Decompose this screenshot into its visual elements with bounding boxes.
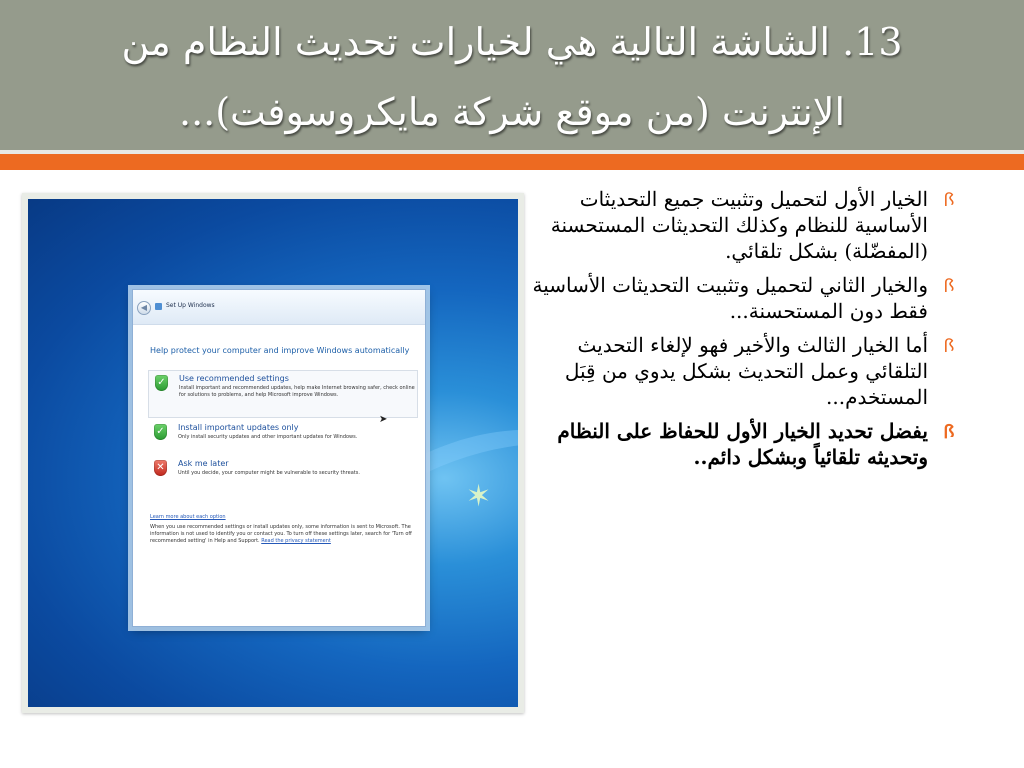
bullet-text: والخيار الثاني لتحميل وتثبيت التحديثات الأساسية فقط دون المستحسنة... — [532, 273, 928, 323]
privacy-info-text — [150, 524, 412, 545]
bullet-item-4 — [528, 418, 955, 470]
bullet-text: يفضل تحديد الخيار الأول للحفاظ على النظام وتحديثه تلقائياً وبشكل دائم.. — [557, 419, 928, 469]
screenshot-frame — [22, 193, 524, 713]
slide-title-line-2: الإنترنت (من موقع شركة مايكروسوفت)... — [178, 90, 846, 134]
option-recommended-settings[interactable] — [148, 370, 418, 418]
dialog-heading: Help protect your computer and improve Windows automatically — [150, 346, 410, 355]
setup-windows-dialog — [132, 289, 426, 627]
option-title: Use recommended settings — [179, 374, 289, 383]
bullet-item-3 — [528, 332, 955, 410]
option-ask-me-later[interactable] — [148, 456, 416, 488]
privacy-info-body: When you use recommended settings or install updates only, some information is sent to Microsoft. The information is not used to identify you or contact you. To turn off these settings later, search for 'Turn off recommended setting' in Help and Support. — [150, 524, 412, 544]
bullet-text: أما الخيار الثالث والأخير فهو لإلغاء التحديث التلقائي وعمل التحديث بشكل يدوي من قِبَل المستخدم... — [564, 333, 928, 409]
bullet-symbol-icon: ꟗ — [943, 276, 955, 297]
bullet-symbol-icon: ꟗ — [943, 336, 955, 357]
red-shield-x-icon: ✕ — [154, 460, 167, 476]
windows-desktop — [28, 199, 518, 707]
mouse-cursor-icon: ➤ — [379, 414, 388, 425]
wallpaper-bird-icon: ✶ — [466, 479, 492, 514]
privacy-statement-link[interactable]: Read the privacy statement — [261, 538, 331, 544]
title-band — [0, 0, 1024, 150]
bullet-item-1 — [528, 186, 955, 264]
dialog-title-bar — [133, 290, 425, 325]
learn-more-link[interactable]: Learn more about each option — [150, 514, 226, 520]
slide-title-line-1: 13. الشاشة التالية هي لخيارات تحديث النظام من — [121, 20, 903, 64]
bullet-symbol-icon: ꟗ — [943, 422, 955, 443]
divider-orange — [0, 154, 1024, 170]
bullet-item-2 — [528, 272, 955, 324]
option-description: Only install security updates and other important updates for Windows. — [178, 434, 358, 440]
bullet-symbol-icon: ꟗ — [943, 190, 955, 211]
option-important-updates-only[interactable] — [148, 420, 416, 452]
green-shield-check-icon: ✓ — [154, 424, 167, 440]
back-arrow-icon[interactable]: ◀ — [137, 301, 151, 315]
bullet-text: الخيار الأول لتحميل وتثبيت جميع التحديثات الأساسية للنظام وكذلك التحديثات المستحسنة (المفضّلة) بشكل تلقائي. — [550, 187, 928, 263]
dialog-title: Set Up Windows — [166, 302, 215, 309]
option-title: Install important updates only — [178, 423, 299, 432]
option-title: Ask me later — [178, 459, 229, 468]
setup-icon — [155, 303, 162, 310]
bullet-list — [528, 186, 955, 478]
option-description: Until you decide, your computer might be vulnerable to security threats. — [178, 470, 360, 476]
green-shield-check-icon: ✓ — [155, 375, 168, 391]
option-description: Install important and recommended updates, help make Internet browsing safer, check online for solutions to problems, and help Microsoft improve Windows. — [179, 385, 415, 398]
